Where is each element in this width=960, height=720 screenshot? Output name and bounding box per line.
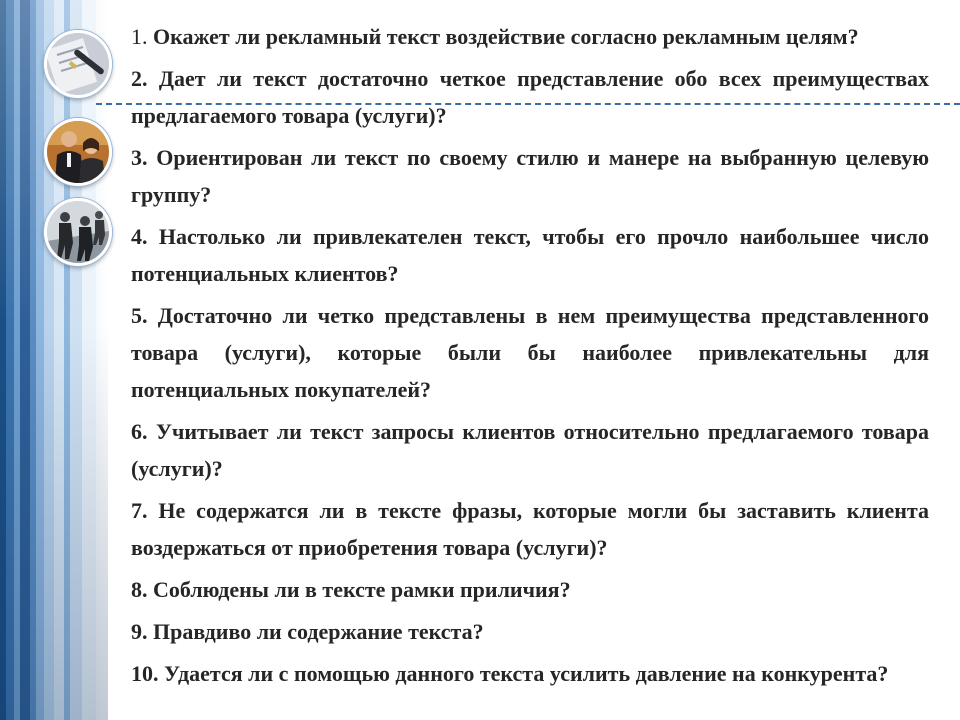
question-number: 1. (131, 24, 148, 49)
question-text: Удается ли с помощью данного текста усилить давление на конкурента? (164, 661, 889, 686)
question-item (131, 492, 929, 566)
question-number: 5. (131, 303, 148, 328)
question-item (131, 18, 929, 55)
question-text: Дает ли текст достаточно четкое представление обо всех преимуществах предлагаемого товара (услуги)? (131, 66, 930, 128)
question-text: Достаточно ли четко представлены в нем преимущества представленного товара (услуги), которые были бы наиболее привлекательны для потенциальных покупателей? (131, 303, 929, 402)
sidebar-decoration (0, 0, 108, 720)
walking-businessmen-photo (44, 198, 112, 266)
question-item (131, 218, 929, 292)
question-item (131, 139, 929, 213)
business-people-photo (44, 118, 112, 186)
question-number: 6. (131, 419, 148, 444)
question-text: Не содержатся ли в тексте фразы, которые могли бы заставить клиента воздержаться от приобретения товара (услуги)? (131, 498, 929, 560)
question-number: 10. (131, 661, 159, 686)
question-item (131, 613, 929, 650)
question-list (131, 18, 929, 697)
question-item (131, 413, 929, 487)
question-text: Окажет ли рекламный текст воздействие согласно рекламным целям? (153, 24, 859, 49)
question-number: 2. (131, 66, 148, 91)
question-text: Настолько ли привлекателен текст, чтобы его прочло наибольшее число потенциальных клиентов? (131, 224, 929, 286)
question-number: 9. (131, 619, 148, 644)
question-item (131, 297, 929, 408)
pen-and-document-photo (44, 30, 112, 98)
question-item (131, 655, 929, 692)
question-text: Ориентирован ли текст по своему стилю и манере на выбранную целевую группу? (131, 145, 930, 207)
question-number: 4. (131, 224, 148, 249)
question-item (131, 571, 929, 608)
question-number: 8. (131, 577, 148, 602)
question-item (131, 60, 929, 134)
question-number: 3. (131, 145, 148, 170)
question-text: Соблюдены ли в тексте рамки приличия? (153, 577, 571, 602)
question-text: Правдиво ли содержание текста? (153, 619, 484, 644)
question-text: Учитывает ли текст запросы клиентов относительно предлагаемого товара (услуги)? (131, 419, 929, 481)
question-number: 7. (131, 498, 148, 523)
